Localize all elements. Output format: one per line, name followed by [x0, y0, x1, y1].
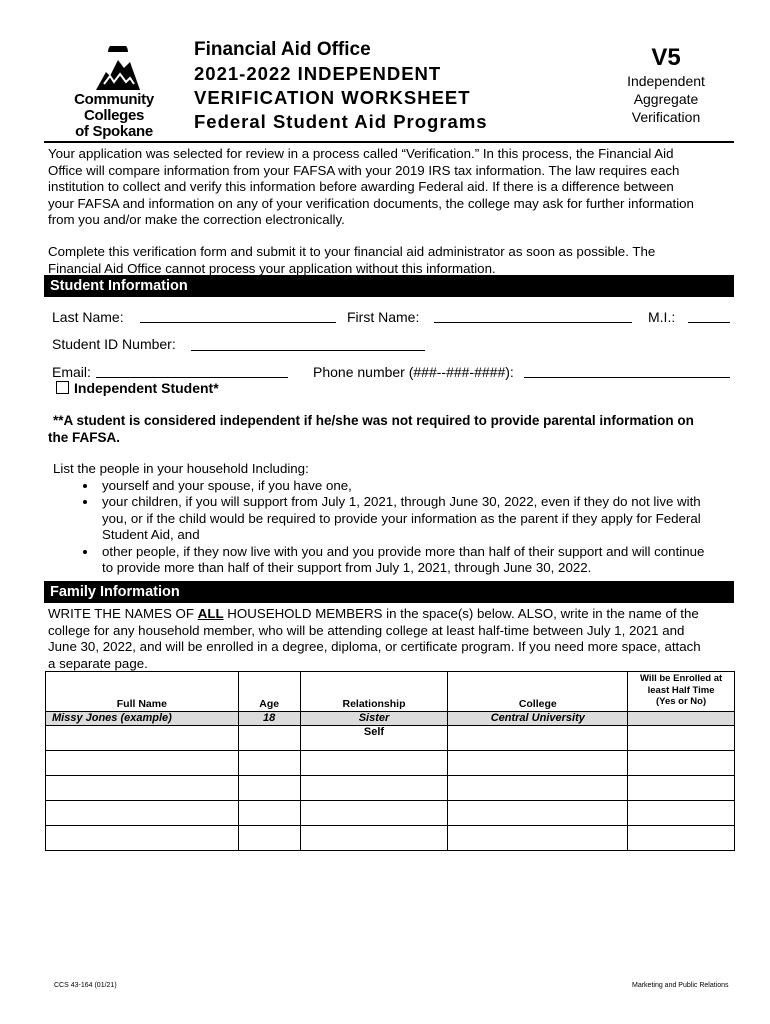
list-item-text: Student Aid, and: [102, 527, 200, 542]
phone-label: Phone number (###--###-####):: [313, 364, 514, 380]
title-year: 2021-2022 INDEPENDENT: [194, 63, 442, 84]
name-cell[interactable]: [46, 826, 239, 851]
intro-paragraph-2: [48, 244, 738, 277]
note-line: **A student is considered independent if he/she was not required to provide parental information on: [53, 413, 694, 428]
example-enrolled: [628, 712, 735, 726]
family-instructions: [48, 606, 738, 672]
col-enrolled: [628, 672, 735, 712]
title-program: Federal Student Aid Programs: [194, 111, 488, 132]
table-row: [46, 751, 735, 776]
college-name-line1: Community Colleges: [74, 91, 154, 124]
household-members-table: [45, 671, 735, 851]
middle-initial-label: M.I.:: [648, 309, 676, 325]
family-instr-line: June 30, 2022, and will be enrolled in a degree, diploma, or certificate program. If you need more space, attach: [48, 639, 701, 654]
mountain-logo-icon: [44, 46, 184, 92]
intro-line: institution to collect and verify this information before awarding Federal aid. If there is a difference between: [48, 179, 674, 194]
col-age: Age: [238, 672, 300, 712]
version-block: [602, 44, 730, 126]
household-instructions: [48, 461, 738, 577]
table-header-row: [46, 672, 735, 712]
family-instr-line: a separate page.: [48, 655, 148, 671]
college-cell[interactable]: [448, 751, 628, 776]
list-item-text: yourself and your spouse, if you have one,: [102, 477, 352, 493]
age-cell[interactable]: [238, 826, 300, 851]
family-instr-line: college for any household member, who will be attending college at least half-time between July 1, 2021 and: [48, 622, 685, 638]
list-item-text: to provide more than half of their support from July 1, 2021, through June 30, 2022.: [102, 560, 592, 575]
college-cell[interactable]: [448, 776, 628, 801]
name-cell[interactable]: [46, 776, 239, 801]
middle-initial-field[interactable]: [688, 322, 730, 323]
table-row: [46, 801, 735, 826]
col-enrolled-line: least Half Time: [647, 684, 715, 696]
example-relationship: Sister: [300, 712, 448, 726]
intro-line: from you and/or make the correction electronically.: [48, 212, 345, 227]
example-row: [46, 712, 735, 726]
intro-paragraph-1: [48, 146, 738, 229]
student-information-header: Student Information: [44, 275, 734, 297]
name-cell[interactable]: [46, 751, 239, 776]
footer-department: Marketing and Public Relations: [632, 982, 729, 989]
phone-field[interactable]: [524, 377, 730, 378]
version-sub2: Aggregate: [633, 91, 699, 107]
independent-student-checkbox[interactable]: [56, 381, 69, 394]
student-id-label: Student ID Number:: [52, 336, 176, 352]
age-cell[interactable]: [238, 776, 300, 801]
age-cell[interactable]: [238, 726, 300, 751]
intro-line: Financial Aid Office cannot process your application without this information.: [48, 260, 496, 276]
example-name: Missy Jones (example): [46, 712, 239, 726]
relationship-cell[interactable]: [300, 776, 448, 801]
col-enrolled-line: (Yes or No): [655, 696, 707, 707]
first-name-label: First Name:: [347, 309, 420, 325]
example-age: 18: [238, 712, 300, 726]
col-enrolled-line: Will be Enrolled at: [639, 673, 723, 684]
family-information-header: Family Information: [44, 581, 734, 603]
worksheet-title: [194, 38, 488, 134]
age-cell[interactable]: [238, 801, 300, 826]
instr-all-emphasis: ALL: [197, 606, 224, 621]
name-cell[interactable]: [46, 801, 239, 826]
col-college: College: [448, 672, 628, 712]
version-sub3: Verification: [631, 109, 701, 125]
instr-text: WRITE THE NAMES OF: [48, 606, 198, 621]
first-name-field[interactable]: [434, 322, 632, 323]
version-code: V5: [651, 44, 681, 71]
enrolled-cell[interactable]: [628, 776, 735, 801]
enrolled-cell[interactable]: [628, 826, 735, 851]
list-item-text: • other people, if they now live with you and you provide more than half of their support and will continue: [102, 543, 705, 559]
household-intro: List the people in your household Including:: [53, 461, 309, 476]
example-college: Central University: [448, 712, 628, 726]
col-full-name: Full Name: [46, 672, 239, 712]
name-cell[interactable]: [46, 726, 239, 751]
title-worksheet: VERIFICATION WORKSHEET: [194, 87, 471, 108]
relationship-cell[interactable]: [300, 751, 448, 776]
intro-line: Complete this verification form and submit it to your financial aid administrator as soon as possible. The: [48, 244, 656, 259]
age-cell[interactable]: [238, 751, 300, 776]
family-instr-line: [48, 606, 738, 623]
header-divider: [44, 141, 734, 143]
college-name-line2: of Spokane: [75, 123, 153, 140]
email-field[interactable]: [96, 377, 288, 378]
college-name: [44, 92, 184, 140]
table-row: [46, 776, 735, 801]
college-cell[interactable]: [448, 826, 628, 851]
relationship-cell[interactable]: [300, 801, 448, 826]
student-id-field[interactable]: [191, 350, 425, 351]
title-office: Financial Aid Office: [194, 39, 371, 60]
version-sub1: Independent: [627, 73, 705, 89]
list-item-text: you, or if the child would be required to provide your information as the parent if they apply for Federal: [102, 510, 701, 526]
table-row: [46, 726, 735, 751]
intro-line: Your application was selected for review in a process called “Verification.” In this process, the Financial Aid: [48, 146, 674, 161]
enrolled-cell[interactable]: [628, 726, 735, 751]
intro-line: your FAFSA and information on any of your verification documents, the college may ask for further information: [48, 195, 694, 211]
intro-line: Office will compare information from your FAFSA with your 2019 IRS tax information. The law requires each: [48, 162, 680, 178]
list-item: [98, 478, 738, 495]
independent-student-label: Independent Student*: [74, 380, 219, 396]
list-item: [98, 494, 738, 544]
list-item: [98, 544, 738, 577]
col-relationship: Relationship: [300, 672, 448, 712]
last-name-label: Last Name:: [52, 309, 124, 325]
household-list: [48, 478, 738, 577]
independent-note: [48, 412, 738, 446]
email-label: Email:: [52, 364, 91, 380]
enrolled-cell[interactable]: [628, 801, 735, 826]
table-row: [46, 826, 735, 851]
form-code: CCS 43-164 (01/21): [54, 982, 117, 989]
enrolled-cell[interactable]: [628, 751, 735, 776]
relationship-self-cell: Self: [300, 726, 448, 751]
relationship-cell[interactable]: [300, 826, 448, 851]
note-line: the FAFSA.: [48, 430, 121, 445]
instr-text: HOUSEHOLD MEMBERS in the space(s) below. ALSO, write in the name of the: [223, 606, 699, 621]
college-cell[interactable]: [448, 801, 628, 826]
list-item-text: • your children, if you will support from July 1, 2021, through June 30, 2022, even if they do not live with: [102, 494, 701, 509]
last-name-field[interactable]: [140, 322, 336, 323]
college-cell[interactable]: [448, 726, 628, 751]
